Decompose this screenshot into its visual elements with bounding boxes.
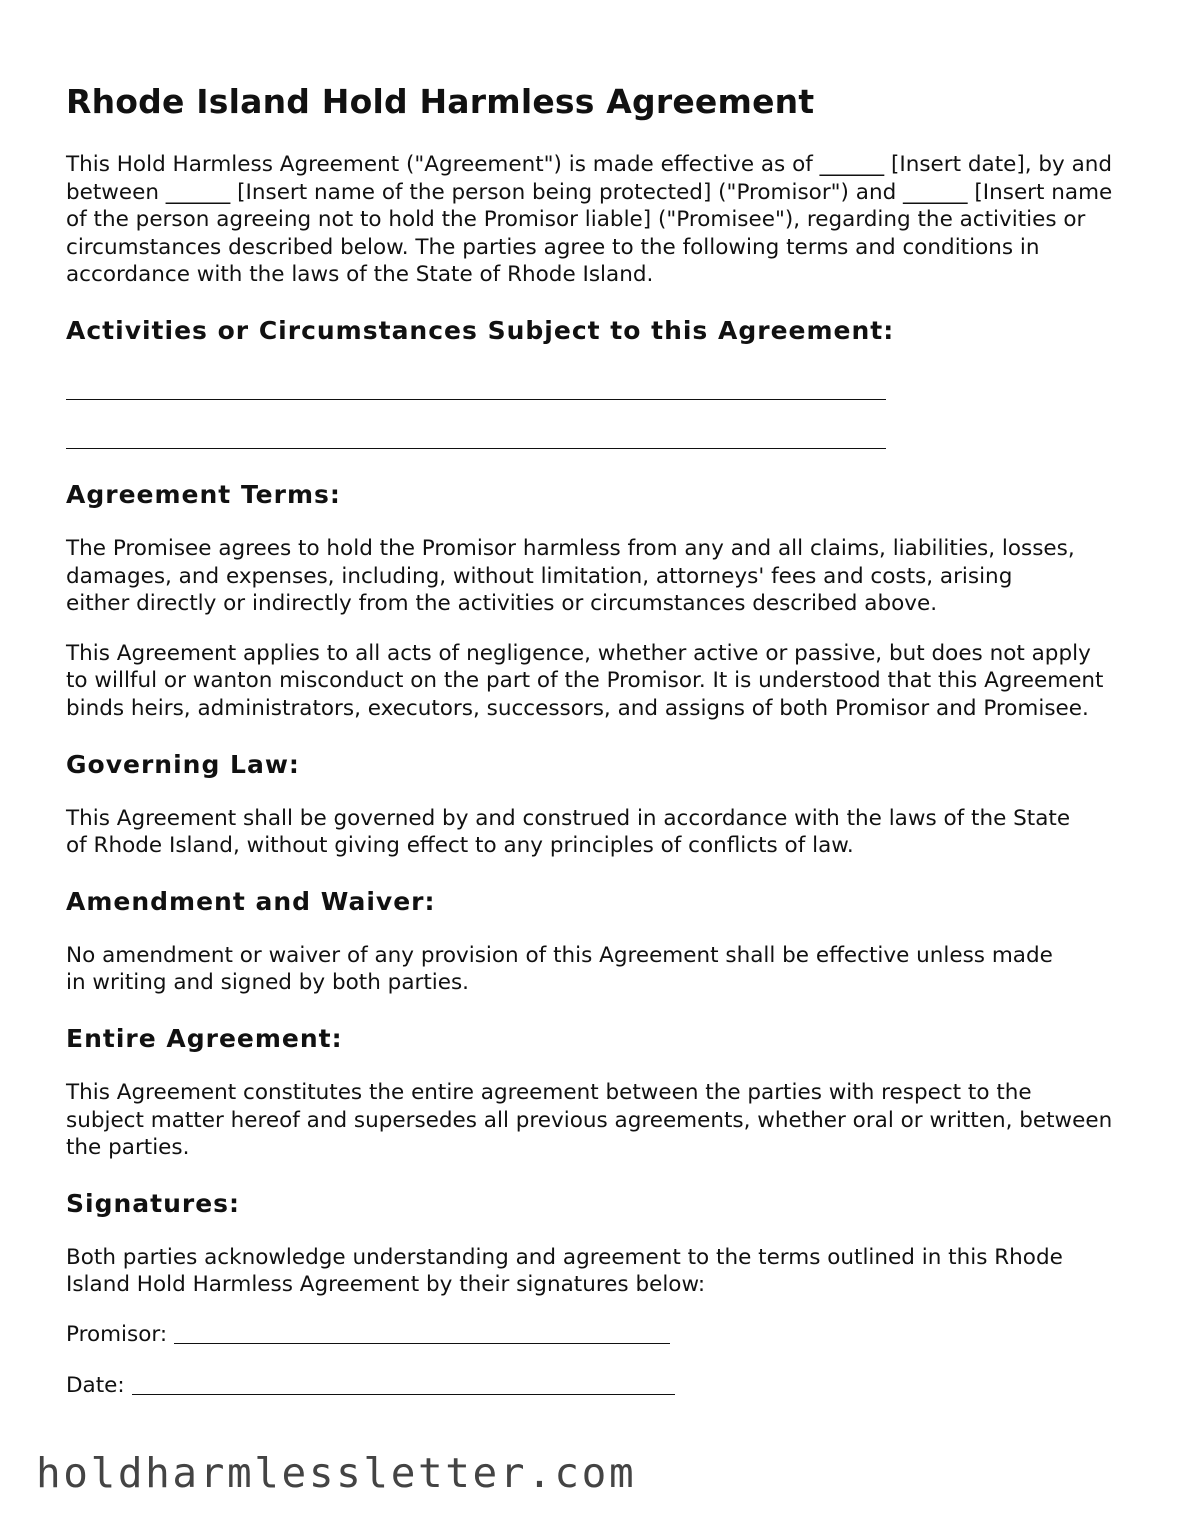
document-page	[66, 80, 1126, 1399]
activities-blank-line-2[interactable]	[66, 448, 886, 449]
amendment-paragraph: No amendment or waiver of any provision of this Agreement shall be effective unless made in writing and signed by both parties.	[66, 942, 1053, 996]
terms-paragraph-1: The Promisee agrees to hold the Promisor harmless from any and all claims, liabilities, losses, damages, and expenses, including, without limitation, attorneys' fees and costs, arising either directly or indirectly from the activities or circumstances described above.	[66, 535, 1075, 617]
date-label: Date:	[66, 1372, 125, 1398]
amendment-heading: Amendment and Waiver:	[66, 886, 436, 916]
activities-blank-line-1[interactable]	[66, 399, 886, 400]
promisor-signature-line[interactable]	[174, 1343, 670, 1344]
governing-law-heading: Governing Law:	[66, 749, 300, 779]
document-title: Rhode Island Hold Harmless Agreement	[66, 82, 815, 121]
entire-agreement-heading: Entire Agreement:	[66, 1023, 343, 1053]
entire-agreement-paragraph: This Agreement constitutes the entire agreement between the parties with respect to the subject matter hereof and supersedes all previous agreements, whether oral or written, between the parties.	[66, 1079, 1113, 1161]
governing-law-paragraph: This Agreement shall be governed by and construed in accordance with the laws of the State of Rhode Island, without giving effect to any principles of conflicts of law.	[66, 805, 1071, 859]
intro-paragraph: This Hold Harmless Agreement ("Agreement") is made effective as of ______ [Insert date], by and between ______ [Insert name of the person being protected] ("Promisor") and ______ [Insert name of the person agreeing not to hold the Promisor liable] ("Promisee"), regarding the activities or circumstances described below. The parties agree to the following terms and conditions in accordance with the laws of the State of Rhode Island.	[66, 152, 1113, 288]
activities-heading: Activities or Circumstances Subject to this Agreement:	[66, 315, 895, 345]
date-signature-row	[66, 1372, 1126, 1399]
signatures-paragraph: Both parties acknowledge understanding and agreement to the terms outlined in this Rhode Island Hold Harmless Agreement by their signatures below:	[66, 1244, 1063, 1298]
terms-heading: Agreement Terms:	[66, 479, 341, 509]
promisor-signature-row	[66, 1321, 1126, 1348]
watermark-text: holdharmlessletter.com	[36, 1449, 637, 1497]
terms-paragraph-2: This Agreement applies to all acts of negligence, whether active or passive, but does not apply to willful or wanton misconduct on the part of the Promisor. It is understood that this Agreement binds heirs, administrators, executors, successors, and assigns of both Promisor and Promisee.	[66, 640, 1104, 721]
signatures-heading: Signatures:	[66, 1188, 241, 1218]
date-signature-line[interactable]	[132, 1394, 675, 1395]
promisor-label: Promisor:	[66, 1321, 168, 1347]
